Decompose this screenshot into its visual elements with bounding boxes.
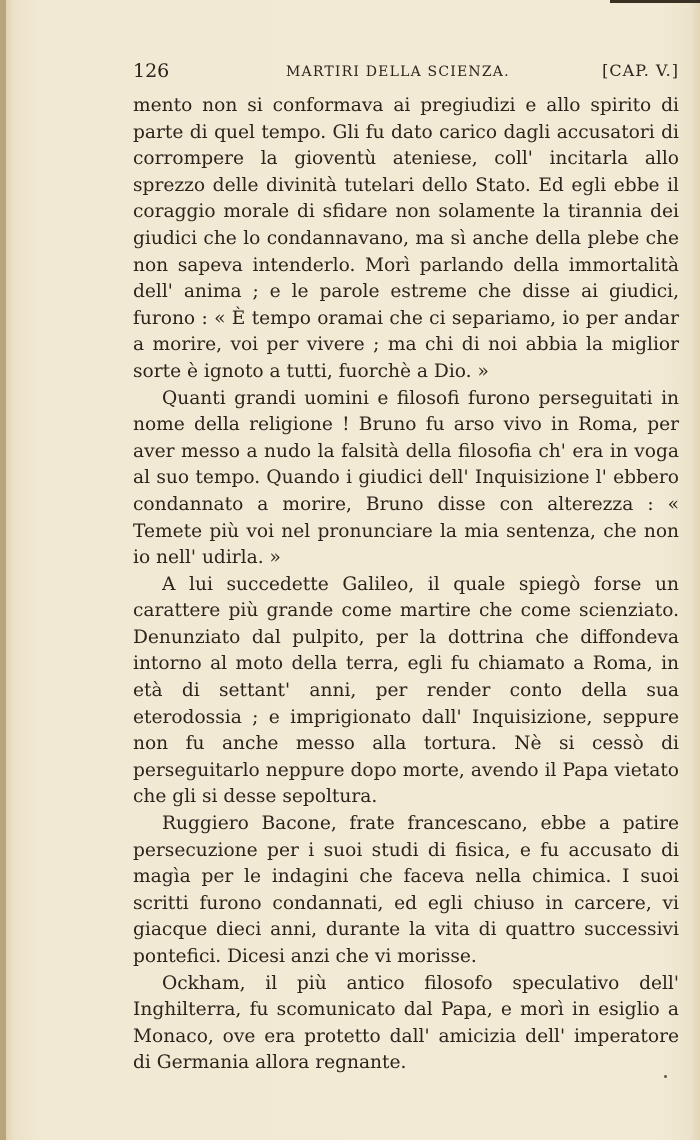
paragraph-socrates: mento non si conformava ai pregiudizi e allo spirito di parte di quel tempo. Gli fu dato carico dagli accusatori di corrompere la gioventù ateniese, coll' incitarla allo sprezzo delle divinità tutelari dello Stato. Ed egli ebbe il coraggio morale di sfidare non solamente la tirannia dei giudici che lo condannavano, ma sì anche della plebe che non sapeva intenderlo. Morì parlando della immortalità dell' anima ; e le parole estreme che disse ai giudici, furono : « È tempo oramai che ci separiamo, io per andar a morire, voi per vivere ; ma chi di noi abbia la miglior sorte è ignoto a tutti, fuorchè a Dio. »: [133, 95, 679, 382]
running-title: MARTIRI DELLA SCIENZA.: [286, 64, 510, 80]
chapter-label: [CAP. V.]: [602, 61, 679, 80]
page-top-edge-line: [610, 0, 700, 3]
book-spine-edge: [0, 0, 6, 1140]
page-header: [133, 56, 679, 88]
paragraph-galileo: A lui succedette Galileo, il quale spiegò forse un carattere più grande come martire che come scienziato. Denunziato dal pulpito, per la dottrina che diffondeva intorno al moto della terra, egli fu chiamato a Roma, in età di settant' anni, per render conto della sua eterodossia ; e imprigionato dall' Inquisizione, seppure non fu anche messo alla tortura. Nè si cessò di perseguitarlo neppure dopo morte, avendo il Papa vietato che gli si desse sepoltura.: [133, 573, 679, 808]
paragraph-bacone: Ruggiero Bacone, frate francescano, ebbe a patire persecuzione per i suoi studi di fisica, e fu accusato di magìa per le indagini che faceva nella chimica. I suoi scritti furono condannati, ed egli chiuso in carcere, vi giacque dieci anni, durante la vita di quattro successivi pontefici. Dicesi anzi che vi morisse.: [133, 813, 679, 967]
body-text: [133, 93, 679, 1077]
paragraph-bruno: Quanti grandi uomini e filosofi furono perseguitati in nome della religione ! Bruno fu arso vivo in Roma, per aver messo a nudo la falsità della filosofia ch' era in voga al suo tempo. Quando i giudici dell' Inquisizione l' ebbero condannato a morire, Bruno disse con alterezza : « Temete più voi nel pronunciare la mia sentenza, che non io nell' udirla. »: [133, 387, 679, 569]
paragraph-ockham: Ockham, il più antico filosofo speculativo dell' Inghilterra, fu scomunicato dal Papa, e morì in esiglio a Monaco, ove era protetto dall' amicizia dell' imperatore di Germania allora regnante.: [133, 972, 679, 1074]
paper-speck: [664, 1075, 667, 1078]
page-number: 126: [133, 60, 170, 82]
